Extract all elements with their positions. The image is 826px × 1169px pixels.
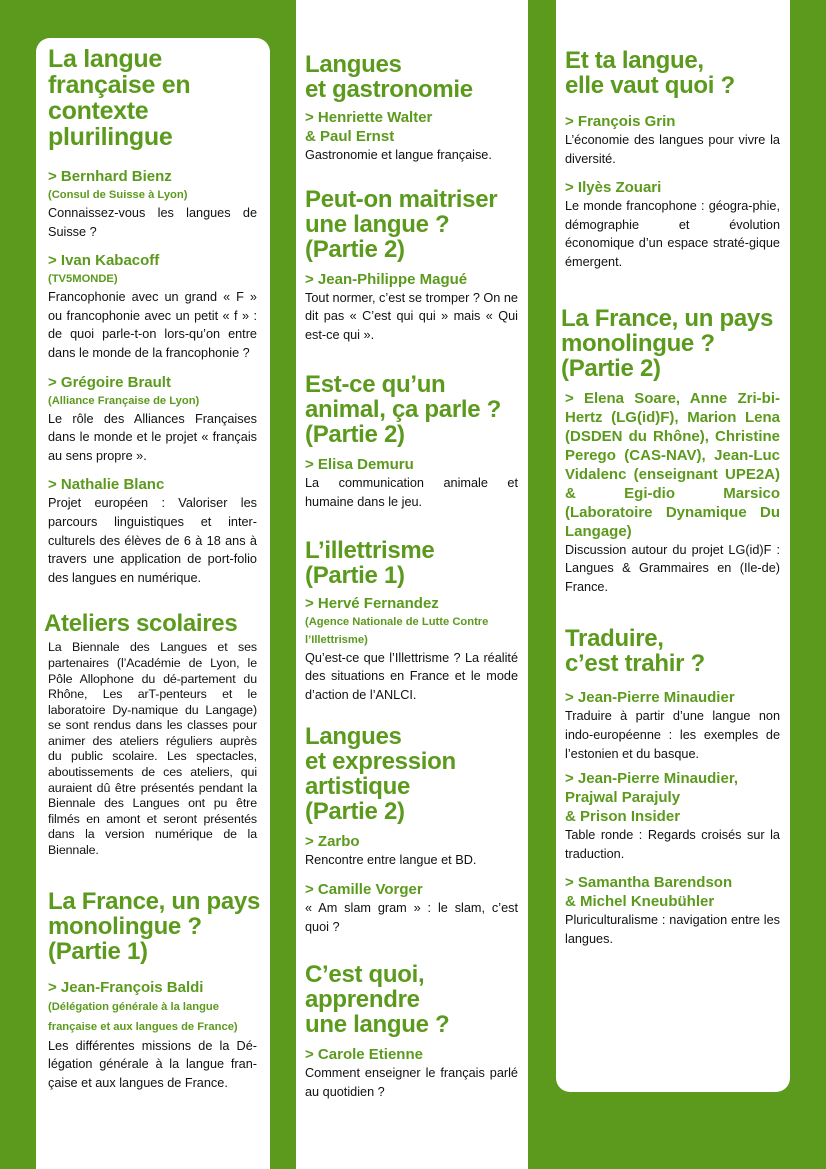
section-title-apprendre-langue: C’est quoi, apprendre une langue ?	[305, 961, 450, 1039]
speaker-name: > Bernhard Bienz	[48, 168, 172, 185]
program-entry	[565, 873, 780, 948]
speaker-name: > Elisa Demuru	[305, 456, 414, 474]
speaker-name: > Henriette Walter & Paul Ernst	[305, 109, 433, 145]
program-entry	[48, 167, 257, 241]
speaker-name: > Grégoire Brault	[48, 373, 171, 391]
program-column-1	[36, 38, 270, 1169]
speaker-name: > Jean-Pierre Minaudier, Prajwal Parajuly & Prison Insider	[565, 770, 738, 826]
entry-description: Comment enseigner le français parlé au quotidien ?	[305, 1066, 518, 1099]
program-entry	[305, 594, 518, 705]
entry-description: La communication animale et humaine dans le jeu.	[305, 476, 518, 509]
speaker-name: > Ivan Kabacoff	[48, 252, 160, 270]
speaker-name: > Samantha Barendson & Michel Kneubühler	[565, 874, 733, 911]
entry-description: Le monde francophone : géogra-phie, démographie et évolution économique d’un espace straté-gique émergent.	[565, 199, 780, 269]
entry-description: Tout normer, c’est se tromper ? On ne dit pas « C’est qui qui » mais « Qui est-ce qui ».	[305, 290, 518, 342]
program-entry	[305, 455, 518, 511]
speaker-name: > Hervé Fernandez	[305, 594, 439, 612]
speaker-name: > Jean-Pierre Minaudier	[565, 689, 735, 707]
entry-description: Pluriculturalisme : navigation entre les langues.	[565, 913, 780, 946]
section-title-france-monolingue-1: La France, un pays monolingue ? (Partie 1)	[48, 887, 261, 965]
speaker-affiliation: (TV5MONDE)	[48, 273, 118, 286]
section-title-expression-artistique: Langues et expression artistique (Partie 2)	[305, 723, 456, 826]
entry-description: Discussion autour du projet LG(id)F : Langues & Grammaires en (Ile-de) France.	[565, 542, 780, 594]
section-title-gastronomie: Langues et gastronomie	[305, 51, 473, 103]
program-column-2	[296, 0, 528, 1169]
section-title-ateliers-scolaires: Ateliers scolaires	[44, 610, 238, 638]
program-entry	[305, 270, 518, 345]
entry-description: Connaissez-vous les langues de Suisse ?	[48, 206, 257, 239]
program-entry	[48, 475, 257, 587]
entry-description: Rencontre entre langue et BD.	[305, 853, 477, 868]
program-entry	[48, 373, 257, 466]
ateliers-description: La Biennale des Langues et ses partenaires (l’Académie de Lyon, le Pôle Allophone du dé-partement du Rhône, Les arT-penteurs et le laboratoire Dy-namique du Langage) se sont rendus dans les classes pour animer des ateliers réguliers auprès du public scolaire. Les spectacles, aboutissements de ces ateliers, qui auraient dû être présentés pendant la Biennale des Langues ont pu être filmés en amont et seront présentés dans la version numérique de la Biennale.	[48, 640, 257, 858]
speaker-name: > Nathalie Blanc	[48, 476, 165, 494]
section-title-langue-vaut-quoi: Et ta langue, elle vaut quoi ?	[565, 47, 735, 99]
section-title-france-monolingue-2: La France, un pays monolingue ? (Partie 2)	[561, 304, 774, 382]
entry-description: « Am slam gram » : le slam, c’est quoi ?	[305, 900, 518, 934]
program-entry	[305, 108, 518, 165]
speaker-name: > Camille Vorger	[305, 880, 423, 898]
entry-description: L’économie des langues pour vivre la diversité.	[565, 133, 780, 166]
program-entry	[565, 178, 780, 271]
program-entry	[48, 251, 257, 362]
program-entry	[565, 112, 780, 168]
section-title-traduire: Traduire, c’est trahir ?	[565, 625, 705, 678]
entry-description: Projet européen : Valoriser les parcours linguistiques et inter-culturels des élèves de 6 à 18 ans à travers une application de port-folio des langues en numérique.	[48, 496, 257, 585]
entry-description: Gastronomie et langue française.	[305, 148, 492, 162]
section-title-maitriser-langue: Peut-on maitriser une langue ? (Partie 2)	[305, 185, 498, 263]
program-column-3	[556, 0, 790, 1092]
entry-description: Le rôle des Alliances Françaises dans le monde et le projet « français au sens propre ».	[48, 411, 257, 463]
program-entry	[565, 389, 780, 597]
section-title-illettrisme: L’illettrisme (Partie 1)	[305, 536, 435, 589]
entry-description: Qu’est-ce que l’Illettrisme ? La réalité des situations en France et le mode d’action de l’ANLCI.	[305, 650, 518, 702]
speaker-name: > Zarbo	[305, 833, 360, 851]
program-entry	[305, 1045, 518, 1101]
program-entry	[305, 880, 518, 936]
speaker-affiliation: (Alliance Française de Lyon)	[48, 394, 200, 407]
speaker-affiliation: (Agence Nationale de Lutte Contre l’Illettrisme)	[305, 615, 489, 646]
speaker-affiliation: (Consul de Suisse à Lyon)	[48, 189, 188, 201]
program-entry	[305, 832, 518, 870]
speaker-name: > François Grin	[565, 113, 676, 130]
speaker-name: > Jean-Philippe Magué	[305, 270, 468, 288]
speaker-name: > Carole Etienne	[305, 1046, 423, 1064]
program-entry	[48, 978, 257, 1093]
entry-description: Francophonie avec un grand « F » ou francophonie avec un petit « f » : de quoi parle-t-on lors-qu’on entre dans le monde de la francophonie ?	[48, 290, 257, 360]
section-title-langue-francaise: La langue française en contexte plurilingue	[48, 45, 191, 151]
entry-description: Table ronde : Regards croisés sur la traduction.	[565, 828, 780, 861]
entry-description: Les différentes missions de la Dé-légation générale à la langue fran-çaise et aux langues de France.	[48, 1038, 257, 1090]
entry-description: Traduire à partir d’une langue non indo-européenne : les exemples de l’estonien et du basque.	[565, 709, 780, 761]
speaker-name: > Elena Soare, Anne Zri-bi-Hertz (LG(id)F), Marion Lena (DSDEN du Rhône), Christine Perego (CAS-NAV), Jean-Luc Vidalenc (enseignant UPE2A) & Egi-dio Marsico (Laboratoire Dynamique Du Langage)	[565, 389, 780, 540]
program-entry	[565, 769, 780, 863]
program-entry	[565, 688, 780, 763]
speaker-name: > Jean-François Baldi	[48, 978, 204, 996]
section-title-animal-parle: Est-ce qu’un animal, ça parle ? (Partie 2)	[305, 371, 502, 449]
speaker-name: > Ilyès Zouari	[565, 179, 662, 197]
speaker-affiliation: (Délégation générale à la langue française et aux langues de France)	[48, 1000, 238, 1033]
